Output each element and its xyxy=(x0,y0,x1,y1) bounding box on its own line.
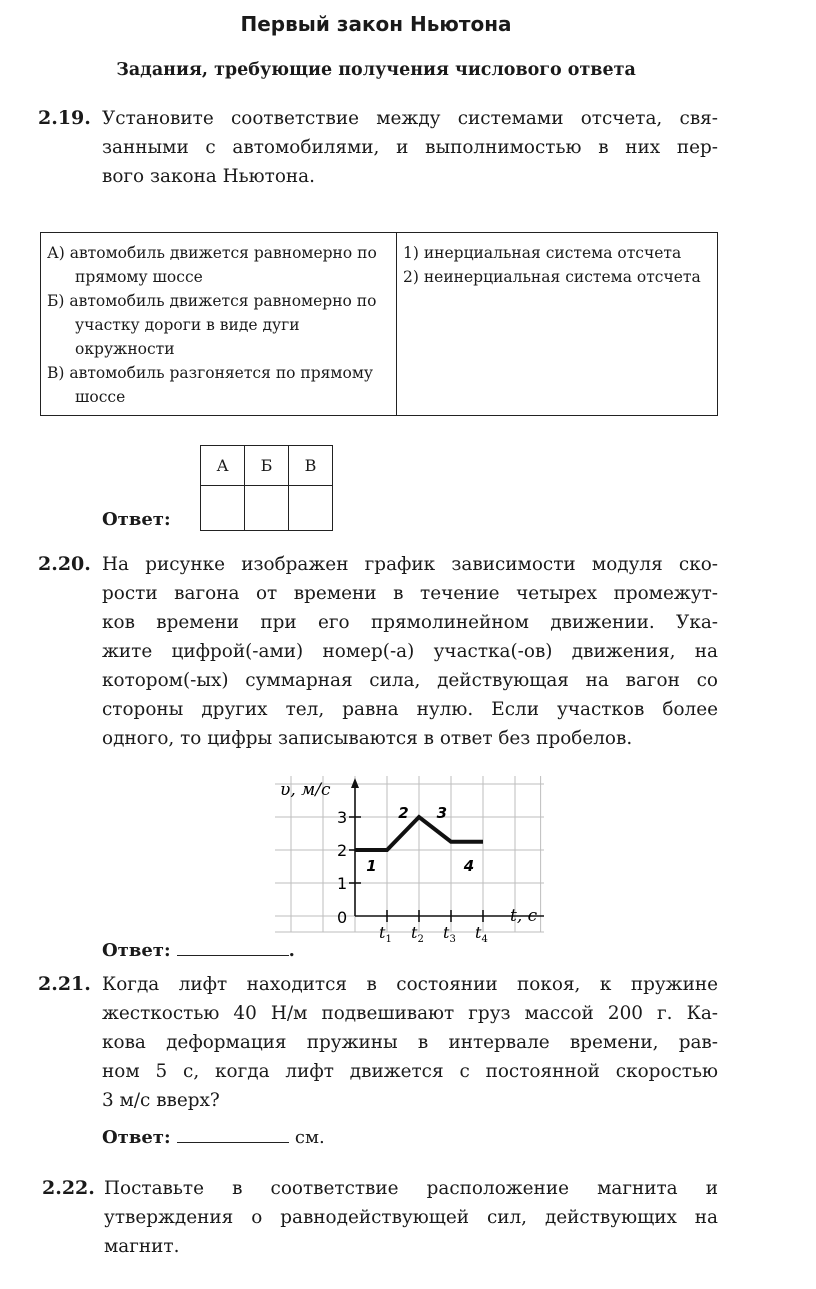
x-axis-label: t, с xyxy=(510,906,538,926)
answer-col-c: В xyxy=(289,446,333,486)
y-axis-label: υ, м/с xyxy=(280,780,331,800)
velocity-time-chart xyxy=(260,772,560,942)
left-item-c: В) автомобиль разгоняется по прямому шоссе xyxy=(47,364,373,406)
task-221-line: жесткостью 40 Н/м подвешивают груз массой 200 г. Ка- xyxy=(102,1003,718,1024)
matching-table xyxy=(40,232,718,416)
x-tick-label: $t_4$ xyxy=(475,923,488,942)
task-number-221: 2.21. xyxy=(38,973,91,995)
task-220-line: ков времени при его прямолинейном движении. Ука- xyxy=(102,612,718,633)
y-tick-label: 2 xyxy=(337,841,348,860)
segment-label: 2 xyxy=(398,804,409,823)
x-tick-label: $t_2$ xyxy=(411,923,424,942)
section-subtitle: Задания, требующие получения числового ответа xyxy=(116,60,636,80)
right-item-1: 1) инерциальная система отсчета xyxy=(403,244,682,262)
task-220-line: котором(-ых) суммарная сила, действующая на вагон со xyxy=(102,670,718,691)
answer-grid xyxy=(200,445,333,531)
answer-blank-221[interactable] xyxy=(177,1128,289,1143)
task-222-line: утверждения о равнодействующей сил, действующих на xyxy=(104,1207,718,1228)
task-220-line: жите цифрой(-ами) номер(-а) участка(-ов) движения, на xyxy=(102,641,718,662)
y-tick-label: 1 xyxy=(337,874,348,893)
left-column xyxy=(41,233,397,416)
task-220-line: стороны других тел, равна нулю. Если участков более xyxy=(102,699,718,720)
answer-col-b: Б xyxy=(245,446,289,486)
left-item-b: Б) автомобиль движется равномерно по участку дороги в виде дуги окружности xyxy=(47,292,377,358)
task-222-line: Поставьте в соответствие расположение магнита и xyxy=(104,1178,718,1199)
task-number-220: 2.20. xyxy=(38,553,91,575)
answer-line-221 xyxy=(102,1127,325,1148)
right-column xyxy=(397,233,718,416)
y-axis-arrow xyxy=(351,778,359,788)
answer-suffix-221: см. xyxy=(294,1127,325,1148)
right-item-2: 2) неинерциальная система отсчета xyxy=(403,268,701,286)
answer-cell-b[interactable] xyxy=(245,486,289,531)
answer-label-219: Ответ: xyxy=(102,509,171,530)
task-219-text xyxy=(102,104,718,191)
origin-label: 0 xyxy=(337,908,348,927)
answer-label-221: Ответ: xyxy=(102,1127,171,1148)
answer-blank-220[interactable] xyxy=(177,941,289,956)
answer-label-220: Ответ: xyxy=(102,940,171,961)
answer-col-a: А xyxy=(201,446,245,486)
task-220-line: На рисунке изображен график зависимости модуля ско- xyxy=(102,554,718,575)
page-title: Первый закон Ньютона xyxy=(240,12,512,36)
task-222-line: магнит. xyxy=(104,1236,180,1257)
task-number-219: 2.19. xyxy=(38,107,91,129)
task-220-line: рости вагона от времени в течение четырех промежут- xyxy=(102,583,718,604)
task-220-line: одного, то цифры записываются в ответ без пробелов. xyxy=(102,728,633,749)
segment-label: 4 xyxy=(463,856,475,875)
task-221-line: ном 5 с, когда лифт движется с постоянной скоростью xyxy=(102,1061,718,1082)
task-220-text xyxy=(102,550,718,753)
y-tick-label: 3 xyxy=(337,808,348,827)
answer-line-220 xyxy=(102,940,295,961)
task-221-text xyxy=(102,970,718,1115)
x-tick-label: $t_3$ xyxy=(443,923,456,942)
task-219-line: вого закона Ньютона. xyxy=(102,166,315,187)
task-number-222: 2.22. xyxy=(42,1177,95,1199)
task-219-line: Установите соответствие между системами отсчета, свя- xyxy=(102,108,718,129)
task-219-line: занными с автомобилями, и выполнимостью в них пер- xyxy=(102,137,718,158)
segment-label: 1 xyxy=(366,856,377,875)
answer-cell-c[interactable] xyxy=(289,486,333,531)
answer-cell-a[interactable] xyxy=(201,486,245,531)
segment-label: 3 xyxy=(436,804,448,823)
answer-suffix-220: . xyxy=(288,940,295,961)
task-221-line: Когда лифт находится в состоянии покоя, к пружине xyxy=(102,974,718,995)
x-tick-label: $t_1$ xyxy=(379,923,392,942)
task-221-line: кова деформация пружины в интервале времени, рав- xyxy=(102,1032,718,1053)
task-221-line: 3 м/с вверх? xyxy=(102,1090,220,1111)
left-item-a: А) автомобиль движется равномерно по прямому шоссе xyxy=(47,244,377,286)
task-222-text xyxy=(104,1174,718,1261)
